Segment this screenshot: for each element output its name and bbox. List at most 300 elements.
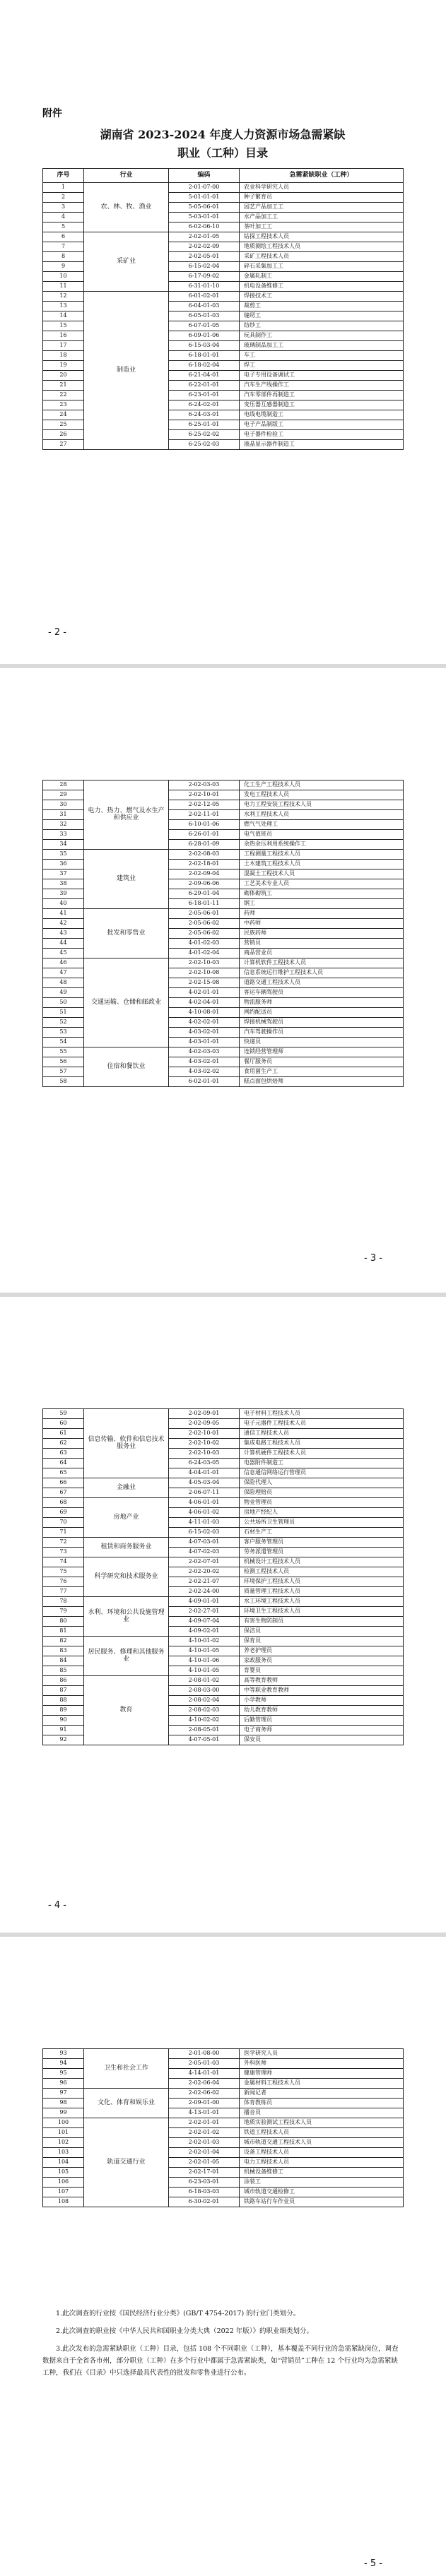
occupation-name: 土木建筑工程技术人员 <box>240 860 404 869</box>
table-row <box>43 1047 404 1057</box>
occupation-code: 6-24-02-01 <box>169 400 240 410</box>
occupation-name: 车工 <box>240 351 404 361</box>
occupation-code: 4-02-01-01 <box>169 988 240 998</box>
industry-cell: 住宿和餐饮业 <box>84 1047 169 1087</box>
occupation-code: 4-02-04-01 <box>169 998 240 1008</box>
row-number: 16 <box>43 331 84 341</box>
occupation-name: 环境保护工程技术人员 <box>240 1577 404 1587</box>
occupation-name: 保洁员 <box>240 1627 404 1637</box>
row-number: 104 <box>43 2158 84 2168</box>
row-number: 4 <box>43 213 84 222</box>
occupation-name: 高等教育教师 <box>240 1676 404 1686</box>
occupation-code: 2-02-21-07 <box>169 1577 240 1587</box>
row-number: 32 <box>43 820 84 830</box>
occupation-code: 6-01-02-01 <box>169 292 240 302</box>
row-number: 70 <box>43 1518 84 1528</box>
occupation-code: 2-06-07-11 <box>169 1488 240 1498</box>
occupation-name: 采矿工程技术人员 <box>240 252 404 262</box>
occupation-name: 民族药师 <box>240 929 404 939</box>
row-number: 54 <box>43 1038 84 1047</box>
occupation-code: 2-05-01-03 <box>169 2059 240 2069</box>
industry-cell: 信息传输、软件和信息技术服务业 <box>84 1409 169 1478</box>
industry-cell: 电力、热力、燃气及水生产和供应业 <box>84 780 169 850</box>
occupation-code: 2-02-01-01 <box>169 2118 240 2128</box>
occupation-name: 机械设备维修工 <box>240 2168 404 2178</box>
row-number: 103 <box>43 2148 84 2158</box>
occupation-code: 4-10-01-05 <box>169 1646 240 1656</box>
occupation-name: 网约配送员 <box>240 1008 404 1018</box>
occupation-code: 2-08-05-01 <box>169 1726 240 1735</box>
row-number: 9 <box>43 262 84 272</box>
row-number: 69 <box>43 1508 84 1518</box>
occupation-name: 信息系统运行维护工程技术人员 <box>240 968 404 978</box>
row-number: 68 <box>43 1498 84 1508</box>
occupation-name: 焊接技术工 <box>240 292 404 302</box>
occupation-code: 4-13-01-01 <box>169 2108 240 2118</box>
occupation-code: 5-03-01-01 <box>169 213 240 222</box>
table-part-1 <box>42 168 404 450</box>
row-number: 93 <box>43 2049 84 2059</box>
occupation-name: 幼儿教育教师 <box>240 1706 404 1716</box>
occupation-name: 电子器件检验工 <box>240 430 404 440</box>
row-number: 38 <box>43 879 84 889</box>
occupation-code: 2-05-06-02 <box>169 929 240 939</box>
occupation-name: 环境卫生工程技术人员 <box>240 1607 404 1617</box>
occupation-code: 6-10-01-06 <box>169 820 240 830</box>
occupation-code: 2-02-18-01 <box>169 860 240 869</box>
occupation-code: 2-02-10-02 <box>169 1439 240 1449</box>
row-number: 83 <box>43 1646 84 1656</box>
table-body-2 <box>43 780 404 1087</box>
row-number: 63 <box>43 1449 84 1459</box>
occupation-name: 焊工 <box>240 361 404 371</box>
row-number: 31 <box>43 810 84 820</box>
row-number: 43 <box>43 929 84 939</box>
table-row <box>43 2089 404 2099</box>
industry-cell: 租赁和商务服务业 <box>84 1538 169 1557</box>
page-number: - 4 - <box>48 1900 66 1911</box>
occupation-name: 燃气气处理工 <box>240 820 404 830</box>
occupation-name: 发电工程技术人员 <box>240 790 404 800</box>
occupation-code: 6-17-09-02 <box>169 272 240 282</box>
row-number: 57 <box>43 1067 84 1077</box>
occupation-name: 裁剪工 <box>240 302 404 311</box>
occupation-name: 营销员 <box>240 939 404 949</box>
industry-cell: 教育 <box>84 1676 169 1745</box>
row-number: 55 <box>43 1047 84 1057</box>
occupation-code: 6-02-06-10 <box>169 222 240 232</box>
occupation-code: 6-24-03-01 <box>169 410 240 420</box>
occupation-name: 化工生产工程技术人员 <box>240 780 404 790</box>
row-number: 96 <box>43 2079 84 2089</box>
row-number: 20 <box>43 371 84 381</box>
row-number: 50 <box>43 998 84 1008</box>
industry-cell: 农、林、牧、渔业 <box>84 183 169 232</box>
row-number: 6 <box>43 232 84 242</box>
occupation-name: 钻探工程技术人员 <box>240 232 404 242</box>
occupation-code: 4-10-01-05 <box>169 1666 240 1676</box>
occupation-name: 电力工程安装工程技术人员 <box>240 800 404 810</box>
occupation-name: 电力工程技术人员 <box>240 2158 404 2168</box>
table-row <box>43 909 404 919</box>
table-body-4 <box>43 2049 404 2207</box>
occupation-name: 保育员 <box>240 1637 404 1646</box>
occupation-name: 商品营业员 <box>240 949 404 958</box>
occupation-code: 4-03-01-01 <box>169 1038 240 1047</box>
row-number: 98 <box>43 2099 84 2108</box>
occupation-name: 中药师 <box>240 919 404 929</box>
occupation-name: 检测工程技术人员 <box>240 1567 404 1577</box>
row-number: 48 <box>43 978 84 988</box>
occupation-code: 5-05-06-01 <box>169 203 240 213</box>
occupation-name: 城市轨道交通检修工 <box>240 2188 404 2197</box>
occupation-name: 外科医师 <box>240 2059 404 2069</box>
table-row <box>43 958 404 968</box>
row-number: 12 <box>43 292 84 302</box>
occupation-code: 4-07-02-03 <box>169 1548 240 1557</box>
occupation-code: 2-02-10-01 <box>169 790 240 800</box>
occupation-name: 电子材料工程技术人员 <box>240 1409 404 1419</box>
occupation-name: 道路交通工程技术人员 <box>240 978 404 988</box>
occupation-code: 6-04-01-03 <box>169 302 240 311</box>
occupation-name: 金属材料工程技术人员 <box>240 2079 404 2089</box>
occupation-code: 6-29-01-04 <box>169 889 240 899</box>
table-row <box>43 850 404 860</box>
occupation-name: 电子专用设备调试工 <box>240 371 404 381</box>
occupation-code: 2-02-01-02 <box>169 2128 240 2138</box>
occupation-name: 设备工程技术人员 <box>240 2148 404 2158</box>
row-number: 65 <box>43 1468 84 1478</box>
occupation-code: 2-08-02-04 <box>169 1696 240 1706</box>
row-number: 5 <box>43 222 84 232</box>
attachment-label: 附件 <box>42 108 62 119</box>
row-number: 27 <box>43 440 84 450</box>
row-number: 78 <box>43 1597 84 1607</box>
occupation-code: 2-02-09-04 <box>169 869 240 879</box>
occupation-code: 4-10-02-02 <box>169 1716 240 1726</box>
occupation-code: 6-28-01-09 <box>169 840 240 850</box>
occupation-code: 2-02-10-03 <box>169 1449 240 1459</box>
occupation-code: 2-05-06-02 <box>169 919 240 929</box>
industry-cell: 制造业 <box>84 292 169 450</box>
occupation-name: 变压器互感器制造工 <box>240 400 404 410</box>
row-number: 94 <box>43 2059 84 2069</box>
row-number: 39 <box>43 889 84 899</box>
occupation-code: 2-02-01-05 <box>169 2158 240 2168</box>
row-number: 45 <box>43 949 84 958</box>
occupation-name: 餐厅服务员 <box>240 1057 404 1067</box>
occupation-code: 4-09-01-01 <box>169 1597 240 1607</box>
occupation-name: 金属轧制工 <box>240 272 404 282</box>
row-number: 72 <box>43 1538 84 1548</box>
row-number: 95 <box>43 2069 84 2079</box>
row-number: 62 <box>43 1439 84 1449</box>
row-number: 22 <box>43 391 84 400</box>
table-part-3 <box>42 1408 404 1745</box>
page-2 <box>0 668 446 1293</box>
col-header-no: 序号 <box>43 169 84 183</box>
note-item: 3.此次发布的急需紧缺职业（工种）目录，包括 108 个不同职业（工种），基本覆盖不同行业的急需紧缺岗位，调查数据来自于全省各市州，部分职业（工种）在多个行业中都属于急需紧缺类，如“营销员”工种在 12 个行业均为急需紧缺工种，我们在《目录》中只选择最具代表性的批发和零售业进行公布。 <box>42 2345 399 2377</box>
occupation-name: 工艺美术专业人员 <box>240 879 404 889</box>
occupation-name: 混凝土工程技术人员 <box>240 869 404 879</box>
occupation-code: 6-31-01-10 <box>169 282 240 292</box>
occupation-code: 4-09-07-04 <box>169 1617 240 1627</box>
occupation-name: 计算机硬件工程技术人员 <box>240 1449 404 1459</box>
occupation-code: 4-04-01-01 <box>169 1468 240 1478</box>
row-number: 10 <box>43 272 84 282</box>
row-number: 56 <box>43 1057 84 1067</box>
occupation-code: 2-02-10-03 <box>169 958 240 968</box>
occupation-code: 6-15-02-03 <box>169 1528 240 1538</box>
row-number: 90 <box>43 1716 84 1726</box>
row-number: 47 <box>43 968 84 978</box>
occupation-code: 6-15-03-04 <box>169 341 240 351</box>
occupation-code: 2-02-08-03 <box>169 850 240 860</box>
occupation-code: 4-10-01-06 <box>169 1656 240 1666</box>
occupation-name: 碎石采集加工工 <box>240 262 404 272</box>
occupation-name: 余热余压利用系统操作工 <box>240 840 404 850</box>
occupation-code: 2-09-06-06 <box>169 879 240 889</box>
occupation-code: 4-11-01-03 <box>169 1518 240 1528</box>
row-number: 19 <box>43 361 84 371</box>
occupation-name: 玩具制作工 <box>240 331 404 341</box>
occupation-name: 焊接机械驾驶员 <box>240 1018 404 1028</box>
occupation-code: 4-09-02-01 <box>169 1627 240 1637</box>
occupation-name: 家政服务员 <box>240 1656 404 1666</box>
occupation-name: 集成电路工程技术人员 <box>240 1439 404 1449</box>
occupation-code: 2-02-02-09 <box>169 242 240 252</box>
occupation-code: 4-03-02-01 <box>169 1057 240 1067</box>
row-number: 26 <box>43 430 84 440</box>
page-4 <box>0 1937 446 2576</box>
row-number: 60 <box>43 1419 84 1429</box>
occupation-code: 2-09-01-00 <box>169 2099 240 2108</box>
industry-cell: 批发和零售业 <box>84 909 169 958</box>
occupation-code: 2-08-02-03 <box>169 1706 240 1716</box>
row-number: 81 <box>43 1627 84 1637</box>
row-number: 58 <box>43 1077 84 1087</box>
occupation-name: 信息通信网络运行管理员 <box>240 1468 404 1478</box>
occupation-code: 4-05-03-04 <box>169 1478 240 1488</box>
table-row <box>43 1557 404 1567</box>
row-number: 42 <box>43 919 84 929</box>
occupation-name: 食用菌生产工 <box>240 1067 404 1077</box>
row-number: 59 <box>43 1409 84 1419</box>
occupation-name: 公共场所卫生管理员 <box>240 1518 404 1528</box>
occupation-code: 6-18-01-01 <box>169 351 240 361</box>
col-header-industry: 行业 <box>84 169 169 183</box>
table-row <box>43 232 404 242</box>
occupation-code: 2-02-03-03 <box>169 780 240 790</box>
occupation-code: 2-02-01-05 <box>169 232 240 242</box>
occupation-code: 4-10-01-02 <box>169 1637 240 1646</box>
page-1 <box>0 0 446 664</box>
occupation-code: 2-08-03-00 <box>169 1686 240 1696</box>
table-header <box>43 169 404 183</box>
row-number: 8 <box>43 252 84 262</box>
industry-cell: 卫生和社会工作 <box>84 2049 169 2089</box>
table-row <box>43 183 404 193</box>
occupation-code: 6-24-03-05 <box>169 1459 240 1468</box>
row-number: 11 <box>43 282 84 292</box>
row-number: 80 <box>43 1617 84 1627</box>
row-number: 24 <box>43 410 84 420</box>
document-title <box>42 126 403 162</box>
occupation-code: 6-15-02-04 <box>169 262 240 272</box>
row-number: 44 <box>43 939 84 949</box>
row-number: 86 <box>43 1676 84 1686</box>
occupation-name: 液晶显示器件制造工 <box>240 440 404 450</box>
row-number: 107 <box>43 2188 84 2197</box>
occupation-code: 6-18-01-11 <box>169 899 240 909</box>
occupation-code: 2-01-08-00 <box>169 2049 240 2059</box>
col-header-occupation: 急需紧缺职业（工种） <box>240 169 404 183</box>
occupation-name: 有害生物防制员 <box>240 1617 404 1627</box>
row-number: 53 <box>43 1028 84 1038</box>
occupation-code: 2-02-10-08 <box>169 968 240 978</box>
row-number: 91 <box>43 1726 84 1735</box>
occupation-name: 保险代理人 <box>240 1478 404 1488</box>
occupation-name: 工程测量工程技术人员 <box>240 850 404 860</box>
row-number: 7 <box>43 242 84 252</box>
row-number: 66 <box>43 1478 84 1488</box>
row-number: 92 <box>43 1735 84 1745</box>
occupation-code: 2-02-12-05 <box>169 800 240 810</box>
title-line-2: 职业（工种）目录 <box>177 146 268 160</box>
table-part-2 <box>42 780 404 1087</box>
notes-section <box>42 2308 404 2385</box>
occupation-code: 2-02-15-08 <box>169 978 240 988</box>
occupation-name: 纺纱工 <box>240 321 404 331</box>
table-row <box>43 1676 404 1686</box>
occupation-name: 钢工 <box>240 899 404 909</box>
table-row <box>43 1478 404 1488</box>
row-number: 17 <box>43 341 84 351</box>
occupation-name: 药师 <box>240 909 404 919</box>
title-line-1: 湖南省 2023-2024 年度人力资源市场急需紧缺 <box>100 128 346 141</box>
table-row <box>43 780 404 790</box>
row-number: 85 <box>43 1666 84 1676</box>
occupation-code: 2-02-11-01 <box>169 810 240 820</box>
occupation-name: 计算机软件工程技术人员 <box>240 958 404 968</box>
table-body-1 <box>43 183 404 450</box>
occupation-code: 2-02-20-02 <box>169 1567 240 1577</box>
occupation-name: 玻璃制品加工工 <box>240 341 404 351</box>
note-item: 2.此次调查的职业按《中华人民共和国职业分类大典（2022 年版）》的职业细类划分。 <box>56 2327 314 2335</box>
occupation-name: 房地产经纪人 <box>240 1508 404 1518</box>
table-row <box>43 1597 404 1607</box>
occupation-code: 6-25-02-03 <box>169 440 240 450</box>
occupation-code: 6-22-01-01 <box>169 381 240 391</box>
occupation-code: 4-10-08-01 <box>169 1008 240 1018</box>
occupation-code: 5-01-01-01 <box>169 193 240 203</box>
occupation-name: 中等职业教育教师 <box>240 1686 404 1696</box>
occupation-name: 物流服务师 <box>240 998 404 1008</box>
industry-cell: 居民服务、修理和其他服务业 <box>84 1637 169 1676</box>
row-number: 2 <box>43 193 84 203</box>
occupation-name: 农业科学研究人员 <box>240 183 404 193</box>
occupation-code: 4-02-02-01 <box>169 1018 240 1028</box>
occupation-code: 4-03-02-02 <box>169 1067 240 1077</box>
table-row <box>43 1409 404 1419</box>
row-number: 51 <box>43 1008 84 1018</box>
row-number: 61 <box>43 1429 84 1439</box>
occupation-name: 快递员 <box>240 1038 404 1047</box>
occupation-name: 机械设计工程技术人员 <box>240 1557 404 1567</box>
occupation-code: 2-08-01-02 <box>169 1676 240 1686</box>
occupation-name: 保安员 <box>240 1735 404 1745</box>
table-row <box>43 1637 404 1646</box>
table-body-3 <box>43 1409 404 1745</box>
row-number: 82 <box>43 1637 84 1646</box>
row-number: 46 <box>43 958 84 968</box>
occupation-name: 汽车驾驶操作员 <box>240 1028 404 1038</box>
occupation-name: 铁道工程技术人员 <box>240 2128 404 2138</box>
occupation-code: 4-06-01-01 <box>169 1498 240 1508</box>
industry-cell: 文化、体育和娱乐业 <box>84 2089 169 2118</box>
occupation-name: 涂装工 <box>240 2178 404 2188</box>
occupation-name: 水利工程技术人员 <box>240 810 404 820</box>
row-number: 37 <box>43 869 84 879</box>
row-number: 23 <box>43 400 84 410</box>
occupation-name: 劳务派遣管理员 <box>240 1548 404 1557</box>
occupation-name: 石材生产工 <box>240 1528 404 1538</box>
row-number: 28 <box>43 780 84 790</box>
occupation-name: 水产品加工工 <box>240 213 404 222</box>
industry-cell: 建筑业 <box>84 850 169 909</box>
row-number: 88 <box>43 1696 84 1706</box>
row-number: 97 <box>43 2089 84 2099</box>
industry-cell: 水利、环境和公共设施管理业 <box>84 1597 169 1637</box>
row-number: 3 <box>43 203 84 213</box>
row-number: 41 <box>43 909 84 919</box>
occupation-name: 电气值班员 <box>240 830 404 840</box>
occupation-name: 通信工程技术人员 <box>240 1429 404 1439</box>
occupation-code: 4-01-02-04 <box>169 949 240 958</box>
row-number: 100 <box>43 2118 84 2128</box>
row-number: 36 <box>43 860 84 869</box>
occupation-name: 城市轨道交通工程技术人员 <box>240 2138 404 2148</box>
page-3 <box>0 1297 446 1933</box>
occupation-code: 2-02-05-01 <box>169 252 240 262</box>
occupation-code: 4-03-02-01 <box>169 1028 240 1038</box>
occupation-code: 2-02-09-05 <box>169 1419 240 1429</box>
occupation-name: 铁路车站行车作业员 <box>240 2197 404 2207</box>
table-part-4 <box>42 2048 404 2207</box>
occupation-name: 茶叶加工工 <box>240 222 404 232</box>
row-number: 29 <box>43 790 84 800</box>
row-number: 64 <box>43 1459 84 1468</box>
occupation-code: 6-25-01-01 <box>169 420 240 430</box>
occupation-name: 物业管理员 <box>240 1498 404 1508</box>
occupation-name: 缝纫工 <box>240 311 404 321</box>
occupation-code: 4-07-05-01 <box>169 1735 240 1745</box>
row-number: 40 <box>43 899 84 909</box>
row-number: 34 <box>43 840 84 850</box>
occupation-name: 客运车辆驾驶员 <box>240 988 404 998</box>
occupation-name: 电子元器件工程技术人员 <box>240 1419 404 1429</box>
table-row <box>43 2049 404 2059</box>
occupation-code: 6-30-02-01 <box>169 2197 240 2207</box>
occupation-name: 体育教练员 <box>240 2099 404 2108</box>
occupation-name: 园艺产品加工工 <box>240 203 404 213</box>
page-number: - 2 - <box>48 627 66 638</box>
note-item: 1.此次调查的行业按《国民经济行业分类》(GB/T 4754-2017) 的行业门类划分。 <box>56 2310 300 2317</box>
col-header-code: 编码 <box>169 169 240 183</box>
row-number: 106 <box>43 2178 84 2188</box>
occupation-name: 养老护理员 <box>240 1646 404 1656</box>
occupation-name: 糕点面包烘焙师 <box>240 1077 404 1087</box>
